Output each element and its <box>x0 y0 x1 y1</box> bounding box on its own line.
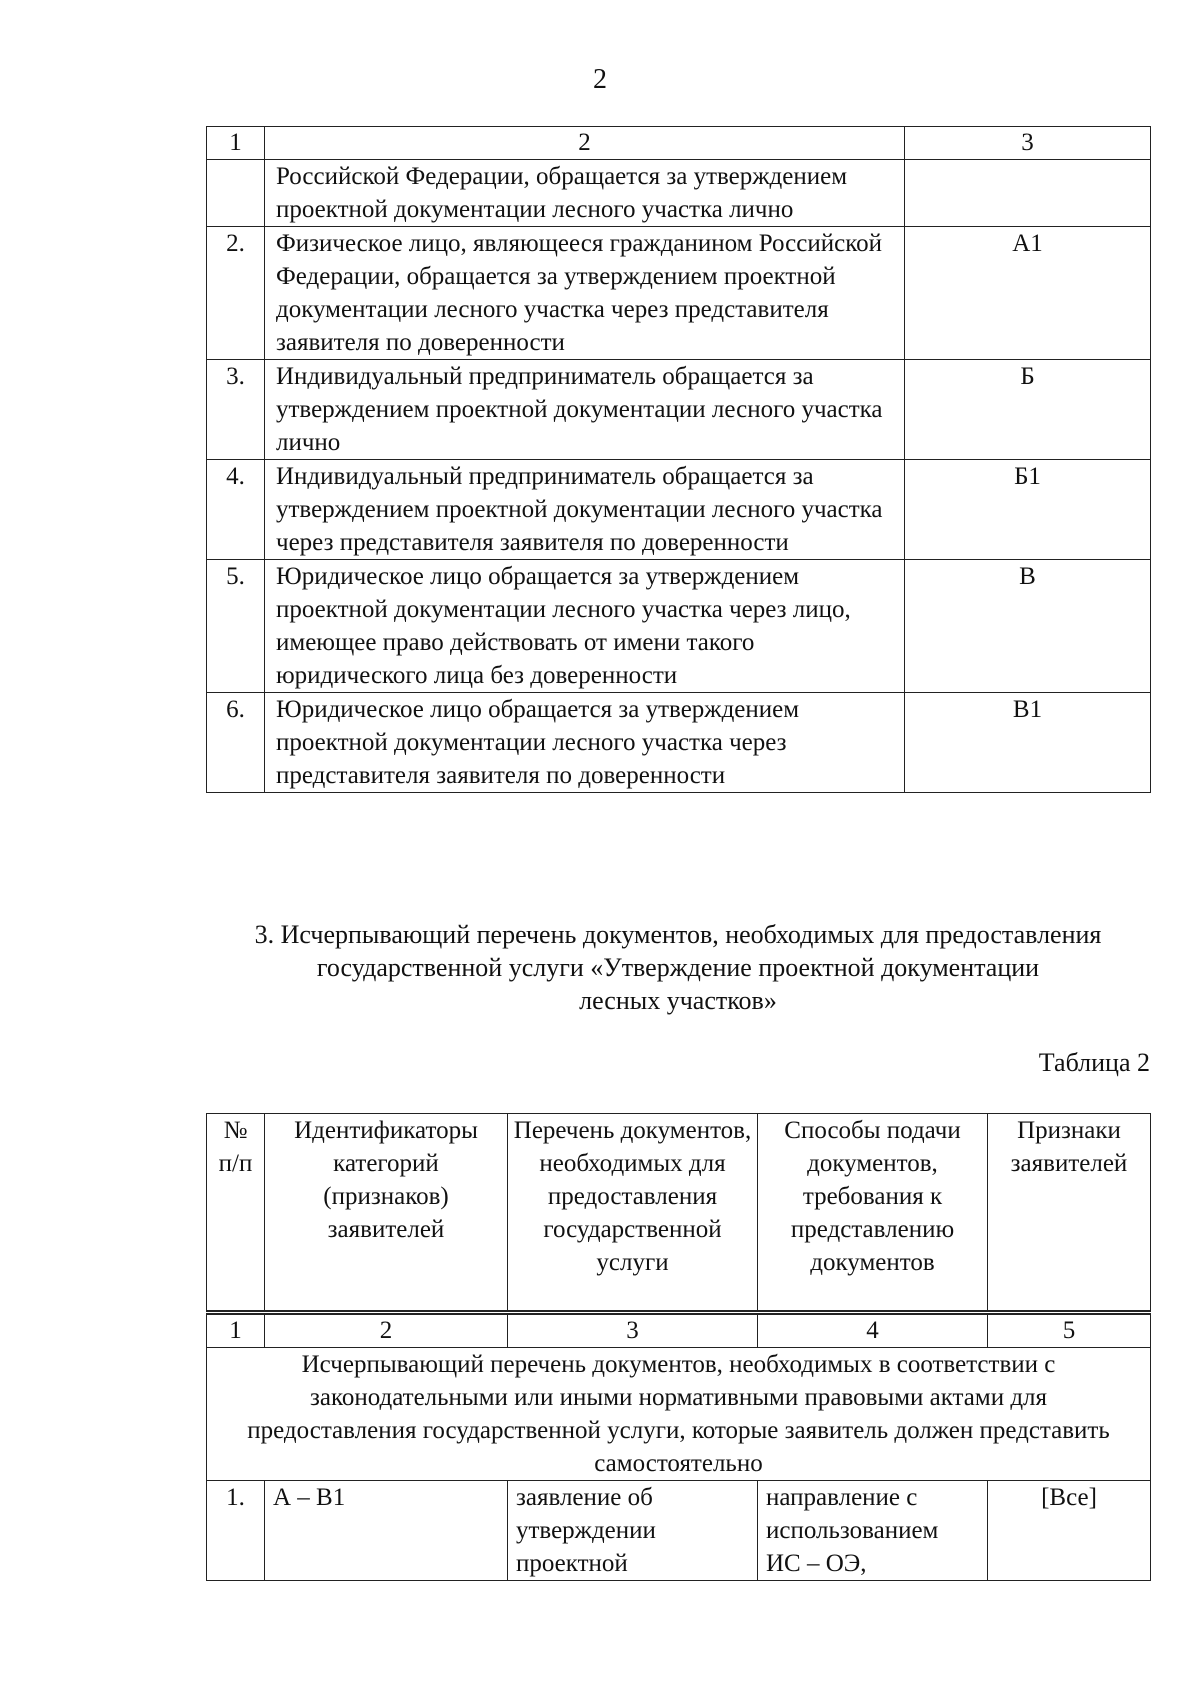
row-number: 1. <box>207 1481 265 1581</box>
table-row <box>207 1481 1151 1581</box>
column-number: 2 <box>265 127 905 160</box>
category-code <box>905 160 1151 227</box>
category-description: Российской Федерации, обращается за утверждением проектной документации лесного участка лично <box>265 160 905 227</box>
column-numbers-row <box>207 1313 1151 1348</box>
table-row <box>207 227 1151 360</box>
column-number: 4 <box>758 1313 988 1348</box>
submission-methods: направление с использованием ИС – ОЭ, <box>758 1481 988 1581</box>
row-number: 6. <box>207 693 265 793</box>
table-row <box>207 693 1151 793</box>
section-row-text: Исчерпывающий перечень документов, необходимых в соответствии с законодательными или иными нормативными правовыми актами для предоставления государственной услуги, которые заявитель должен представить самостоятельно <box>207 1348 1151 1481</box>
header-cell: Признаки заявителей <box>988 1114 1151 1313</box>
row-number: 3. <box>207 360 265 460</box>
section-heading-line: лесных участков» <box>579 986 777 1015</box>
category-code: В <box>905 560 1151 693</box>
table-row <box>207 460 1151 560</box>
category-description: Юридическое лицо обращается за утверждением проектной документации лесного участка через представителя заявителя по доверенности <box>265 693 905 793</box>
category-code: А1 <box>905 227 1151 360</box>
category-description: Юридическое лицо обращается за утверждением проектной документации лесного участка через лицо, имеющее право действовать от имени такого юридического лица без доверенности <box>265 560 905 693</box>
header-cell: Способы подачи документов, требования к представлению документов <box>758 1114 988 1313</box>
category-code: Б1 <box>905 460 1151 560</box>
column-number: 2 <box>265 1313 508 1348</box>
table-row <box>207 160 1151 227</box>
header-cell: Идентификаторы категорий (признаков) заявителей <box>265 1114 508 1313</box>
category-description: Индивидуальный предприниматель обращается за утверждением проектной документации лесного участка лично <box>265 360 905 460</box>
category-description: Физическое лицо, являющееся гражданином Российской Федерации, обращается за утверждением проектной документации лесного участка через представителя заявителя по доверенности <box>265 227 905 360</box>
row-number: 5. <box>207 560 265 693</box>
table-row <box>207 560 1151 693</box>
column-number: 3 <box>905 127 1151 160</box>
row-number: 4. <box>207 460 265 560</box>
column-number: 1 <box>207 127 265 160</box>
category-code: В1 <box>905 693 1151 793</box>
header-cell: Перечень документов, необходимых для предоставления государственной услуги <box>508 1114 758 1313</box>
applicant-categories-table <box>206 126 1151 793</box>
table-header-row <box>207 1114 1151 1313</box>
table-header-row <box>207 127 1151 160</box>
table-label: Таблица 2 <box>1038 1048 1150 1077</box>
page-number: 2 <box>593 64 607 95</box>
section-row <box>207 1348 1151 1481</box>
section-heading-line: 3. Исчерпывающий перечень документов, необходимых для предоставления <box>254 920 1102 949</box>
column-number: 3 <box>508 1313 758 1348</box>
document-list: заявление об утверждении проектной <box>508 1481 758 1581</box>
category-code: Б <box>905 360 1151 460</box>
table-row <box>207 360 1151 460</box>
category-ids: А – В1 <box>265 1481 508 1581</box>
documents-table <box>206 1113 1151 1581</box>
header-cell: № п/п <box>207 1114 265 1313</box>
row-number: 2. <box>207 227 265 360</box>
row-number <box>207 160 265 227</box>
column-number: 5 <box>988 1313 1151 1348</box>
category-description: Индивидуальный предприниматель обращается за утверждением проектной документации лесного участка через представителя заявителя по доверенности <box>265 460 905 560</box>
section-heading <box>206 918 1150 1017</box>
applicant-signs: [Все] <box>988 1481 1151 1581</box>
section-heading-line: государственной услуги «Утверждение проектной документации <box>316 953 1040 982</box>
column-number: 1 <box>207 1313 265 1348</box>
